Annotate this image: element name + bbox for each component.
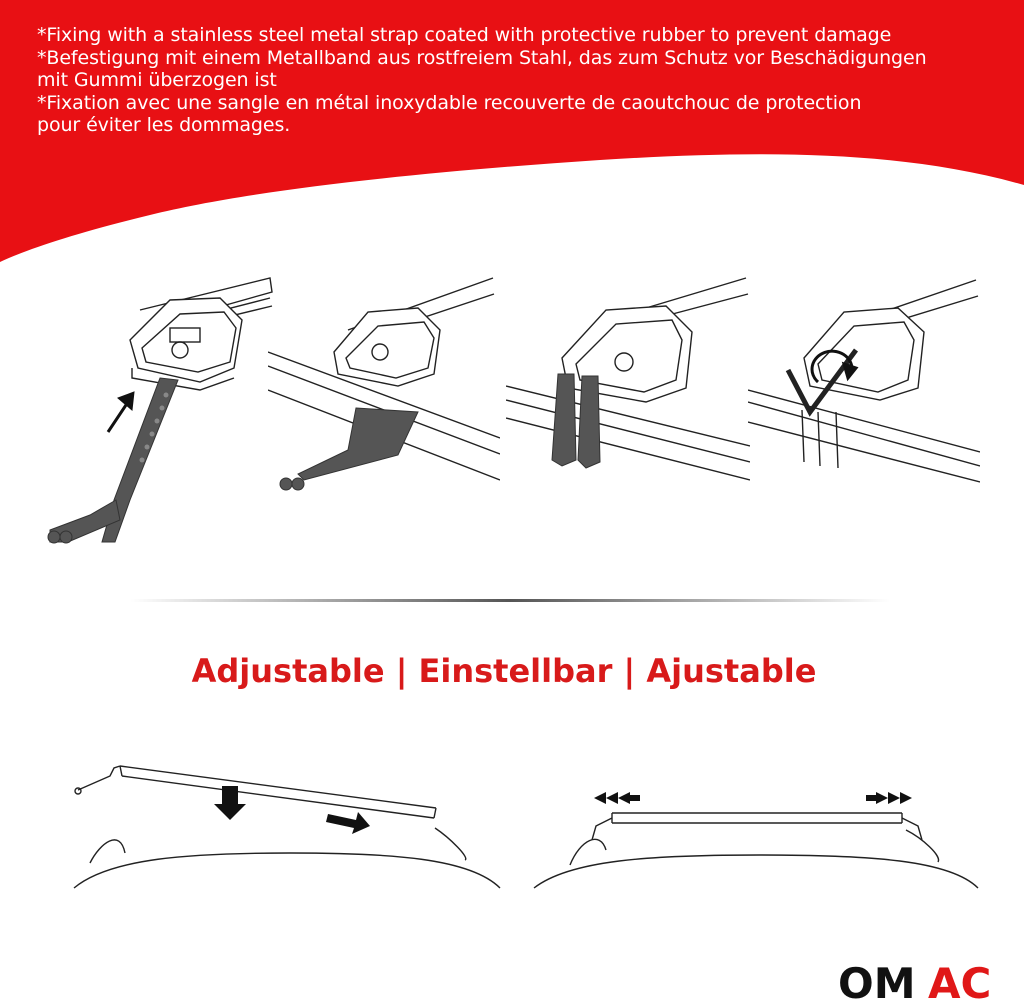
header-line-fr-1: *Fixation avec une sangle en métal inoxydable recouverte de caoutchouc de protection	[37, 91, 862, 114]
step-2-strap-on-rail-illustration	[268, 270, 500, 500]
adjust-bar-lowered-illustration	[70, 748, 510, 898]
header-line-de-2: mit Gummi überzogen ist	[37, 69, 277, 91]
arrow-up-icon	[108, 392, 134, 432]
arrow-down-icon	[214, 786, 246, 820]
arrows-right-icon	[866, 792, 912, 804]
step-4-tighten-key-illustration	[748, 272, 980, 484]
header-text	[37, 24, 1007, 137]
header-line-de-1: *Befestigung mit einem Metallband aus rostfreiem Stahl, das zum Schutz vor Beschädigungen	[37, 46, 927, 69]
arrows-left-icon	[594, 792, 640, 804]
arrow-right-icon	[326, 812, 370, 834]
logo-text-dark: OM	[838, 960, 916, 1004]
header-line-fr-2: pour éviter les dommages.	[37, 114, 291, 136]
adjustable-title: Adjustable | Einstellbar | Ajustable	[191, 652, 817, 690]
omac-logo	[838, 960, 1010, 1004]
strap-shape	[48, 378, 178, 543]
strap-shape	[280, 408, 418, 490]
adjust-bar-extended-illustration	[530, 780, 990, 890]
header-line-en: *Fixing with a stainless steel metal strap coated with protective rubber to prevent damage	[37, 24, 892, 46]
section-divider	[130, 598, 890, 604]
step-3-strap-wrapped-illustration	[506, 270, 750, 490]
logo-text-red: AC	[928, 960, 992, 1004]
step-1-strap-insert-illustration	[20, 270, 280, 550]
